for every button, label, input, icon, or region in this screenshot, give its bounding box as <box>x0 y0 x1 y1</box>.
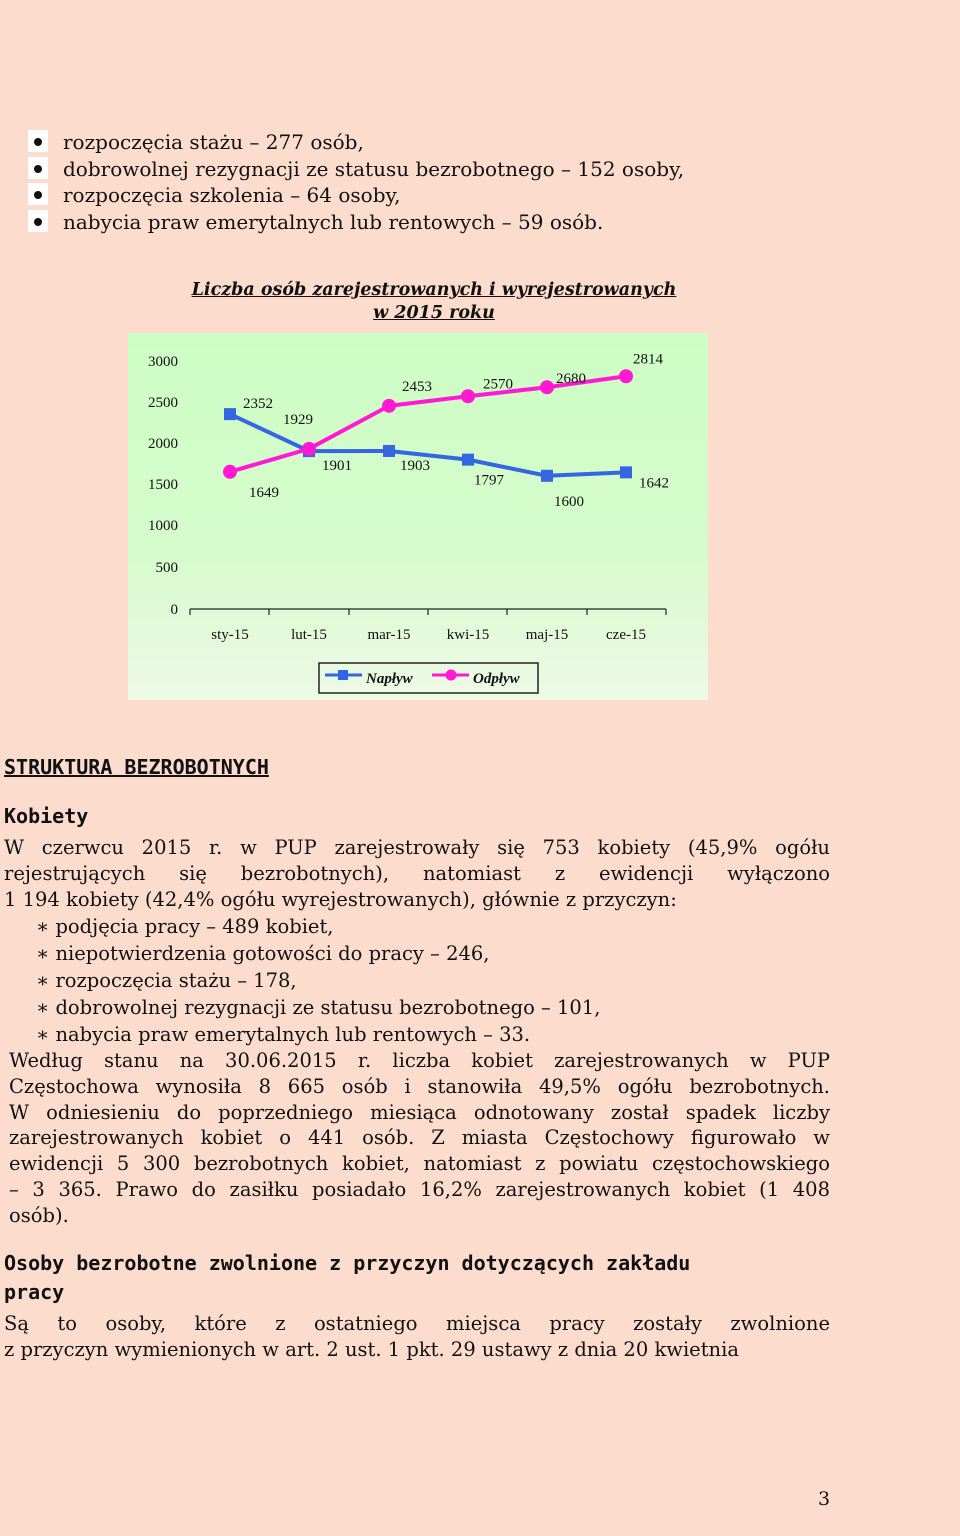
data-point <box>223 465 237 479</box>
section-heading-struktura: STRUKTURA BEZROBOTNYCH <box>4 755 269 779</box>
x-tick-label: mar-15 <box>367 627 411 643</box>
paragraph-line: W odniesieniu do poprzedniego miesiąca odnotowany został spadek liczby <box>9 1100 830 1124</box>
y-tick-label: 2000 <box>148 436 178 452</box>
data-label: 2814 <box>633 351 663 368</box>
data-label: 1901 <box>322 458 352 475</box>
data-label: 2570 <box>483 376 513 393</box>
legend-napływ-label: Napływ <box>366 671 413 687</box>
reason-item: ∗ dobrowolnej rezygnacji ze statusu bezrobotnego – 101, <box>36 996 601 1019</box>
reason-item: ∗ nabycia praw emerytalnych lub rentowych – 33. <box>36 1023 531 1046</box>
bullet-dot-icon <box>34 218 42 226</box>
paragraph-line: 1 194 kobiety (42,4% ogółu wyrejestrowanych), głównie z przyczyn: <box>4 887 677 911</box>
x-tick-label: lut-15 <box>291 627 327 643</box>
paragraph-line: rejestrujących się bezrobotnych), natomiast z ewidencji wyłączono <box>4 861 830 885</box>
x-tick-label: kwi-15 <box>446 627 490 643</box>
kobiety-paragraph <box>4 835 830 912</box>
bullet-text: dobrowolnej rezygnacji ze statusu bezrobotnego – 152 osoby, <box>63 156 685 181</box>
bullet-marker <box>28 130 48 152</box>
bullet-dot-icon <box>34 165 42 173</box>
data-point <box>383 445 395 457</box>
section-heading-osoby-line1: Osoby bezrobotne zwolnione z przyczyn dotyczących zakładu <box>4 1251 691 1275</box>
stan-paragraph <box>9 1048 830 1229</box>
bullet-marker <box>28 210 48 232</box>
data-point <box>382 399 396 413</box>
data-label: 1649 <box>249 484 279 501</box>
paragraph-line: W czerwcu 2015 r. w PUP zarejestrowały się 753 kobiety (45,9% ogółu <box>4 836 830 859</box>
legend-odpływ-label: Odpływ <box>473 671 520 687</box>
bullet-marker <box>28 183 48 205</box>
data-point <box>302 442 316 456</box>
y-tick-label: 0 <box>170 602 178 618</box>
paragraph-line: z przyczyn wymienionych w art. 2 ust. 1 pkt. 29 ustawy z dnia 20 kwietnia <box>4 1337 739 1361</box>
data-label: 1929 <box>283 411 313 428</box>
data-point <box>224 408 236 420</box>
y-tick-label: 1500 <box>148 477 178 493</box>
line-chart <box>128 333 708 700</box>
bullet-text: rozpoczęcia szkolenia – 64 osoby, <box>63 183 401 207</box>
legend-napływ-square-icon <box>338 670 348 680</box>
data-point <box>461 389 475 403</box>
bullet-text: rozpoczęcia stażu – 277 osób, <box>63 130 364 154</box>
chart-title-line2: w 2015 roku <box>373 303 495 323</box>
data-label: 1903 <box>400 457 430 474</box>
y-tick-label: 2500 <box>148 395 178 411</box>
paragraph-line: Są to osoby, które z ostatniego miejsca pracy zostały zwolnione <box>4 1312 830 1335</box>
data-point <box>462 454 474 466</box>
paragraph-line: zarejestrowanych kobiet o 441 osób. Z miasta Częstochowy figurowało w <box>9 1126 830 1150</box>
bullet-marker <box>28 157 48 179</box>
data-label: 2680 <box>556 371 586 388</box>
data-point <box>620 466 632 478</box>
bullet-dot-icon <box>34 191 42 199</box>
y-tick-label: 1000 <box>148 518 178 534</box>
reason-item: ∗ niepotwierdzenia gotowości do pracy – 246, <box>36 942 490 965</box>
paragraph-line: osób). <box>9 1203 69 1227</box>
section-heading-kobiety: Kobiety <box>4 804 89 828</box>
data-point <box>619 369 633 383</box>
paragraph-line: ewidencji 5 300 bezrobotnych kobiet, natomiast z powiatu częstochowskiego <box>9 1152 830 1176</box>
chart-title-line1: Liczba osób zarejestrowanych i wyrejestrowanych <box>191 280 677 300</box>
x-tick-label: cze-15 <box>606 627 646 643</box>
paragraph-line: – 3 365. Prawo do zasiłku posiadało 16,2% zarejestrowanych kobiet (1 408 <box>9 1177 830 1201</box>
data-label: 2453 <box>402 378 432 395</box>
reason-item: ∗ podjęcia pracy – 489 kobiet, <box>36 915 334 938</box>
y-tick-label: 3000 <box>148 354 178 370</box>
section-heading-osoby-line2: pracy <box>4 1280 65 1304</box>
x-tick-label: sty-15 <box>211 627 249 643</box>
data-point <box>541 470 553 482</box>
bullet-dot-icon <box>34 138 42 146</box>
reason-item: ∗ rozpoczęcia stażu – 178, <box>36 969 297 992</box>
data-label: 1797 <box>474 472 504 489</box>
paragraph-line: Według stanu na 30.06.2015 r. liczba kobiet zarejestrowanych w PUP <box>9 1049 830 1072</box>
legend-odpływ-circle-icon <box>446 670 457 681</box>
y-tick-label: 500 <box>155 560 178 576</box>
bullet-text: nabycia praw emerytalnych lub rentowych – 59 osób. <box>63 209 604 234</box>
page-number: 3 <box>818 1488 831 1510</box>
paragraph-line: Częstochowa wynosiła 8 665 osób i stanowiła 49,5% ogółu bezrobotnych. <box>9 1074 830 1098</box>
data-label: 2352 <box>243 396 273 413</box>
osoby-paragraph <box>4 1311 830 1363</box>
data-point <box>540 380 554 394</box>
data-label: 1642 <box>639 475 669 492</box>
x-tick-label: maj-15 <box>525 627 569 643</box>
data-label: 1600 <box>554 493 584 510</box>
